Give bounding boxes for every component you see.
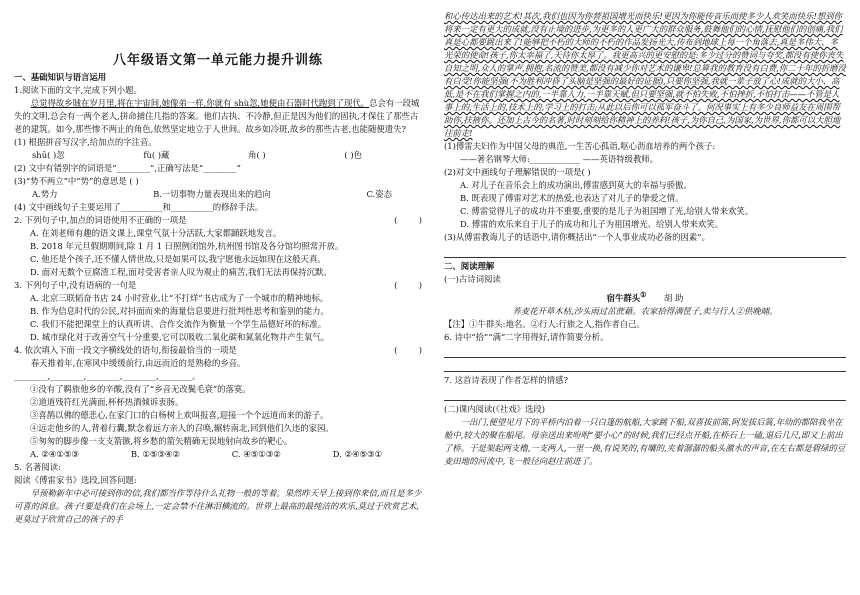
option[interactable]: D. 傅雷的欢乐来自于儿子的成功和儿子为祖国增光、给别人带来欢笑。 bbox=[460, 219, 723, 229]
poem-note: 【注】①牛群头:地名。②行人:行旅之人,指作者自己。 bbox=[444, 318, 645, 329]
question-5: 5. 名著阅读: bbox=[14, 462, 61, 472]
pinyin-blank[interactable]: shū( )忽 bbox=[32, 150, 65, 160]
section-heading: 一、基础知识与语言运用 bbox=[14, 72, 107, 82]
reading-passage: 一出门,便望见月下的平桥内泊着一只白篷的航船,大家跳下船,双喜拔前篙,阿发拔后篙,年幼的都陪我坐在舱中,较大的聚在船尾。母亲送出来吩咐“要小心”的时候,我们已经点开船,在桥石上一磕,退后几尺,即又上前出了桥。于是架起两支橹,一支两人,一里一换,有说笑的,有嚷的,夹着潺潺的船头激水的声音,在左右都是碧绿的豆麦田地的河流中,飞一般径向赵庄前进了。 bbox=[444, 416, 846, 466]
option[interactable]: B. 2018 年元旦假期期间,除 1 月 1 日照例闭馆外,杭州图书馆及各分馆均照常开放。 bbox=[30, 241, 344, 251]
option[interactable]: B.一切事物力量表现出来的趋向 bbox=[153, 189, 271, 199]
question-5-intro: 阅读《傅雷家书》选段,回答问题: bbox=[14, 475, 137, 485]
option[interactable]: A. 对儿子在音乐会上的成功演出,傅雷感到莫大的幸福与骄傲。 bbox=[460, 180, 692, 190]
list-item: ⑤匆匆的脚步像一支支箭镞,将乡愁的箭矢精确无误地射向故乡的靶心。 bbox=[30, 436, 293, 446]
question-6: 6. 诗中“拾”“满”二字用得好,请作简要分析。 bbox=[444, 331, 609, 342]
option[interactable]: B. ①⑤③④② bbox=[130, 449, 180, 459]
page-title: 八年级语文第一单元能力提升训练 bbox=[112, 53, 323, 68]
list-item: ④远走他乡的人,背着行囊,默念着远方亲人的召唤,辗转南北,回到他们久违的家园。 bbox=[30, 423, 334, 433]
answer-paren: ( ) bbox=[394, 345, 422, 355]
question-1-4: (4) 文中画线句子主要运用了__________和__________的修辞手法。 bbox=[14, 202, 264, 212]
poem-author: 胡 助 bbox=[663, 292, 684, 303]
option[interactable]: C. 我们不能把课堂上的认真听讲、合作交流作为衡量一个学生品德好坏的标准。 bbox=[30, 319, 327, 329]
question-4-text: 春天推着年,在寒风中缓缓前行,由远而近的是熟稔的乡音。________,________,________,________,________。 bbox=[14, 358, 246, 381]
list-item: ①没有了羁旅他乡的辛酸,没有了“乡音无改鬓毛衰”的落寞。 bbox=[30, 384, 251, 394]
passage-body: 总会有一段城失的文明,总会有一两个老人,拼命捕住几指的答案。他们古执、不冷静,但正是因为他们的固执,才保住了那些古老的建筑。如今,那些惨不两止的角色,依然坚定地立于人世间。故乡如冷斑,故乡的那些古老,也能随便遗失? bbox=[14, 98, 420, 134]
question-2: 2. 下列句子中,加点的词语使用不正确的一项是 bbox=[14, 215, 187, 225]
option[interactable]: A. ②④①⑤③ bbox=[30, 449, 79, 459]
answer-line[interactable] bbox=[444, 246, 846, 258]
answer-paren: ( ) bbox=[394, 215, 422, 225]
pinyin-blank[interactable]: 角( ) bbox=[248, 150, 266, 160]
option[interactable]: D. ②④⑤③① bbox=[332, 449, 382, 459]
option[interactable]: A. 在刘老师有趣的语文课上,课堂气氛十分活跃,大家都踊跃地发言。 bbox=[30, 228, 282, 238]
question-1-2: (2) 文中有错别字的词语是“________”,正确写法是“________” bbox=[14, 163, 241, 173]
passage-underlined: 总觉得故乡賊在岁月里,将在宇宙间,她像弟一样,你就有 shù忽,她便由石器时代跑到了现代。 bbox=[30, 98, 370, 108]
question-1-3: (3)“势不两立”中“势”的意思是 ( ) bbox=[14, 176, 139, 186]
poem-title: 宿牛群头 bbox=[606, 292, 641, 303]
question-5-2: (2)对文中画线句子理解错误的一项是( ) bbox=[444, 167, 591, 177]
answer-line[interactable] bbox=[444, 346, 846, 358]
option[interactable]: A. 北京三联韬奋书店 24 小时营业,让“不打烊”书店成为了一个城市的精神地标。 bbox=[30, 293, 329, 303]
option[interactable]: A.势力 bbox=[32, 189, 58, 199]
list-item: ②道道残符红光满面,杯杯热酒倾诉衷肠。 bbox=[30, 397, 184, 407]
question-3: 3. 下列句子中,没有语病的一句是 bbox=[14, 280, 137, 290]
question-7: 7. 这首诗表现了作者怎样的情感? bbox=[444, 374, 569, 385]
poem-note-mark: ① bbox=[640, 290, 647, 299]
question-1-1: (1) 根据拼音写汉字,给加点的字注音。 bbox=[14, 137, 157, 147]
pinyin-blank[interactable]: ( )色 bbox=[344, 150, 362, 160]
option[interactable]: C. ④⑤①③② bbox=[231, 449, 281, 459]
option[interactable]: D. 城市绿化对于改善空气十分重要,它可以吸收二氧化碳和氮氧化物并产生氧气。 bbox=[30, 332, 330, 342]
answer-line[interactable] bbox=[444, 360, 846, 372]
question-4: 4. 依次填入下面一段文字横线处的语句,衔接最恰当的一项是 bbox=[14, 345, 237, 355]
pinyin-blank[interactable]: fù( )藏 bbox=[143, 150, 170, 160]
answer-paren: ( ) bbox=[394, 280, 422, 290]
right-column bbox=[444, 10, 846, 468]
reading-passage-continued: 和心传达出来的艺术!其次,我们也因为你替祖国增光而快乐!更因为你能传音乐而使多少人欢笑而快乐!想到你将来一定有更大的成就,没有止境的进步,为更多的人更广大的群众服务,鼓舞他们的心情,抚慰他们的创痛,我们真是心都要跳出来了!能够把不朽的大师的不朽的作品发扬光大,传布到地球上每一个角落去,真是多伟大、多光荣的使命!孩子,你太幸福了,天待你太厚了。我更高兴的更安慰的是:多少过分的赞词与夸奖,都没有使你丧失自知之明,众人的掌声,拥抱,名流的赞美,都没有减少你对艺术的谦卑!总算我的教育没有白费,你二十年的折磨没有白受!你能坚强(不为胜利冲昏了头脑是坚强的最好的证据),只要你坚强,我就一辈子放了心!成就的大小、高低,是不在我们掌握之内的,一半靠人力,一半靠天赋,但只要坚强,就不怕失败,不怕挫折,不怕打击——不管是人事上的,生活上的,技术上的,学习上的打击;从此以后你可以孤军奋斗了。何况事实上有多少良师益友在周围帮助你,扶掖你。还加上古今的名著,时时刻刻给你精神上的养料!孩子,为你自己,为国家,为世界,你都可以大胆地往前走! bbox=[444, 11, 846, 138]
question-5-1: (1)傅雷夫妇作为中国父母的典范,一生苦心孤诣,呕心沥血培养的两个孩子: bbox=[444, 141, 716, 151]
option[interactable]: C. 他还是个孩子,还不懂人情世故,只是如果可以,我宁愿他永远如现在这般天真。 bbox=[30, 254, 326, 264]
option[interactable]: B. 既表现了傅雷对艺术的热爱,也表达了对儿子的挚爱之情。 bbox=[460, 193, 684, 203]
option[interactable]: C.姿态 bbox=[366, 189, 392, 199]
poem-text: 荞麦花开草木枯,沙头雨过茁蔗藉。农家拾得满筐子,卖与行人②供晚晡。 bbox=[512, 305, 778, 316]
question-1: 1.阅读下面的文字,完成下列小题。 bbox=[14, 85, 142, 95]
reading-passage: 早预勒新年中必可接到你的信,我们都当作等待什么礼物一般的等着。果然昨天早上接到你来信,而且是多少可喜的消息。孩子!要是我们在会场上,一定会禁不住淋泪横流的。世界上最高的最纯洁的欢乐,莫过于欣赏艺术,更莫过于欣赏自己的孩子的手 bbox=[14, 488, 422, 524]
list-item: ③喜鹊以佛的德悲心,在家门口的白杨树上欢叫报喜,迎接一个个远道而来的游子。 bbox=[30, 410, 329, 420]
subsection-heading: (二)课内阅读(《社戏》选段) bbox=[444, 403, 545, 414]
section-heading: 二、阅读理解 bbox=[444, 261, 495, 271]
option[interactable]: B. 作为信息时代的公民,对抖面而来的海量信息要进行批判性思考和鉴别的能力。 bbox=[30, 306, 329, 316]
option[interactable]: C. 傅雷觉得儿子的成功并不重要,重要的是儿子为祖国增了光,给别人带来欢笑。 bbox=[460, 206, 754, 216]
option[interactable]: D. 面对无数个豆腐渣工程,面对受害者亲人叹为观止的痛苦,我们无法再保持沉默。 bbox=[30, 267, 332, 277]
left-column bbox=[14, 10, 422, 526]
question-5-3: (3)从傅雷教诲儿子的话语中,请你概括出“一个人事业成功必备的因素”。 bbox=[444, 232, 710, 242]
fill-blank[interactable]: ——著名钢琴大师:____________ ——英语特级教师。 bbox=[460, 154, 659, 164]
answer-line[interactable] bbox=[444, 389, 846, 401]
subsection-heading: (一)古诗词阅读 bbox=[444, 274, 501, 284]
